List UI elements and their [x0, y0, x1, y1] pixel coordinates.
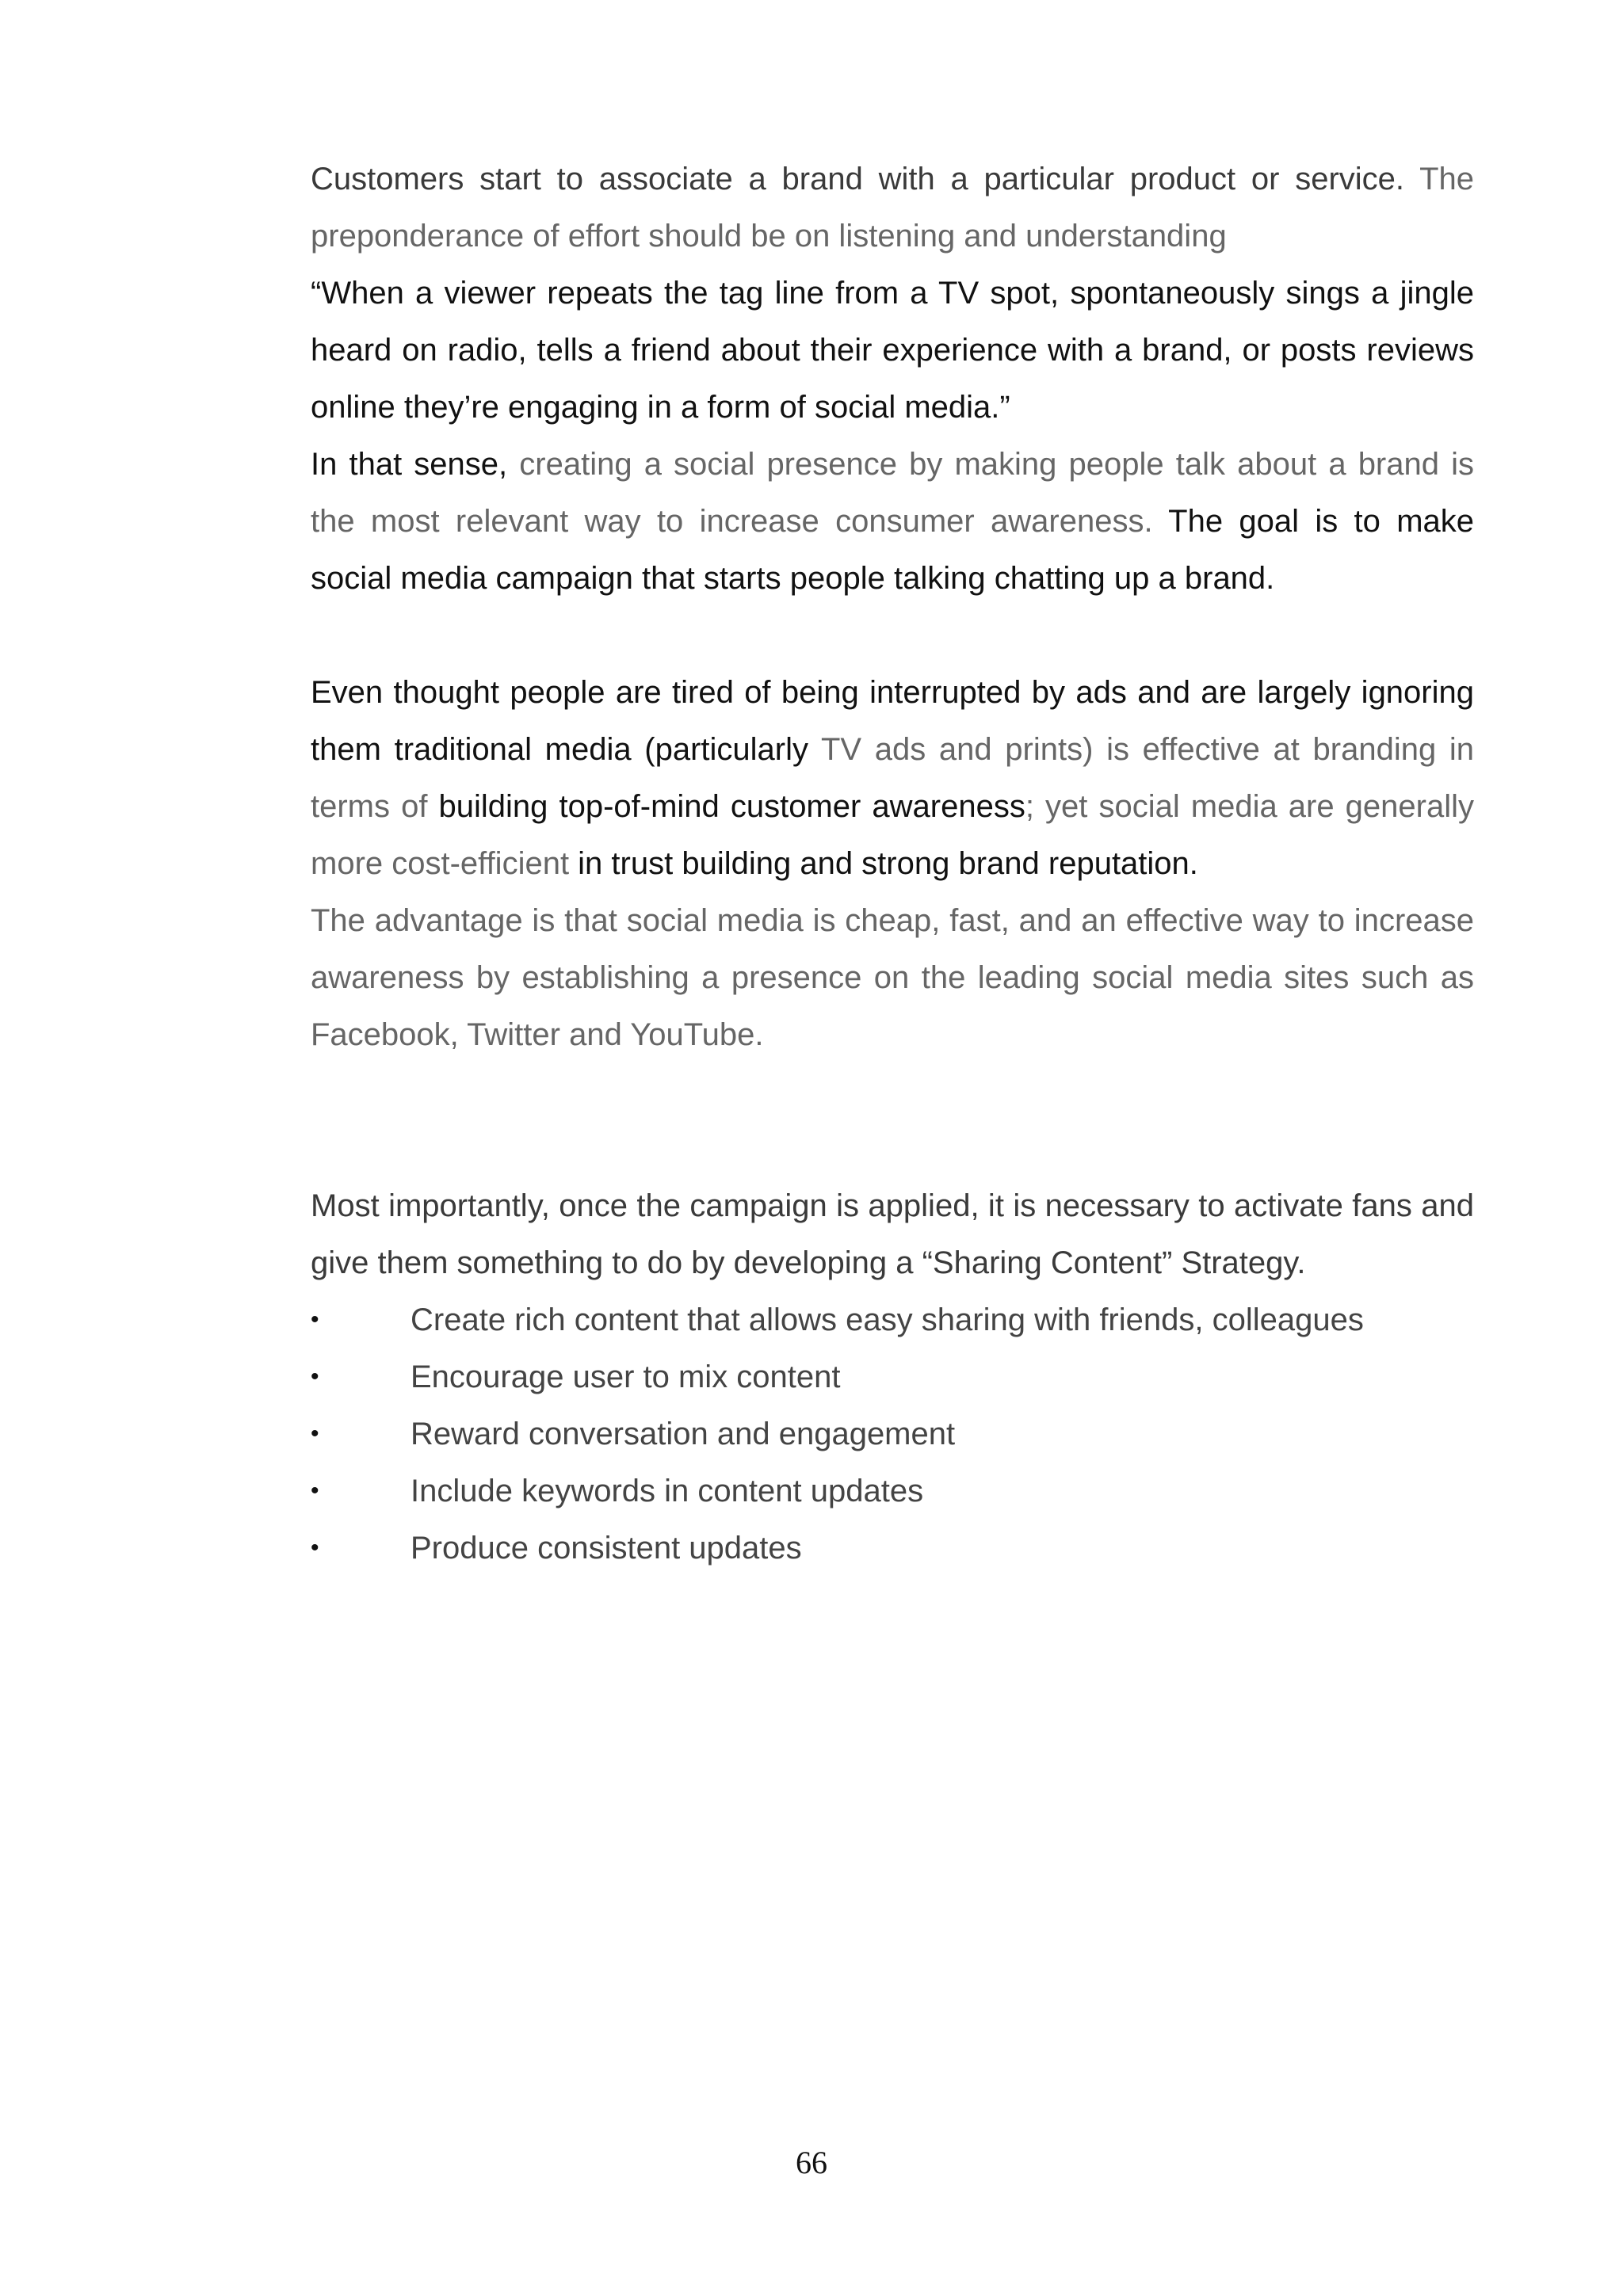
- list-item: [311, 1463, 1474, 1520]
- paragraph-activate-fans: Most importantly, once the campaign is applied, it is necessary to activate fans and give them something to do by developing a “Sharing Content” Strategy.: [311, 1188, 1474, 1280]
- text-segment: TV ads and prints) is effective at branding in terms of: [311, 732, 1475, 824]
- list-item-text: Create rich content that allows easy sharing with friends, colleagues: [411, 1302, 1364, 1337]
- paragraph-traditional-media: [311, 664, 1474, 892]
- text-segment: In that sense,: [311, 447, 520, 482]
- text-segment: Customers start to associate a brand with a particular product or service.: [311, 162, 1405, 196]
- text-segment: The preponderance of effort should be on listening and understanding: [311, 162, 1475, 254]
- text-segment: building top-of-mind customer awareness: [438, 789, 1025, 824]
- bullet-icon: •: [311, 1535, 319, 1561]
- bullet-icon: •: [311, 1306, 319, 1333]
- bullet-icon: •: [311, 1421, 319, 1447]
- paragraph-spacer: [311, 607, 1474, 664]
- paragraph-spacer: [311, 1063, 1474, 1177]
- text-segment: creating a social presence by making people talk about a brand is the most relevant way to increase consumer awareness.: [311, 447, 1474, 539]
- bullet-icon: •: [311, 1363, 319, 1390]
- paragraph-advantage: The advantage is that social media is cheap, fast, and an effective way to increase awareness by establishing a presence on the leading social media sites such as Facebook, Twitter and YouTube.: [311, 903, 1474, 1052]
- paragraph-quote: “When a viewer repeats the tag line from a TV spot, spontaneously sings a jingle heard on radio, tells a friend about their experience with a brand, or posts reviews online they’re engaging in a form of social media.”: [311, 276, 1474, 425]
- bullet-icon: •: [311, 1478, 319, 1504]
- list-item-text: Encourage user to mix content: [411, 1360, 841, 1394]
- paragraph-social-presence: [311, 436, 1474, 607]
- page-number: 66: [796, 2145, 827, 2180]
- list-item: [311, 1291, 1474, 1348]
- paragraph-brand-association: [311, 151, 1474, 265]
- list-item-text: Reward conversation and engagement: [411, 1417, 956, 1451]
- list-item-text: Produce consistent updates: [411, 1531, 802, 1566]
- text-segment: in trust building and strong brand reputation.: [578, 846, 1198, 881]
- list-item: [311, 1348, 1474, 1405]
- text-segment: The goal is to make social media campaign that starts people talking chatting up a brand.: [311, 504, 1475, 596]
- page-content: [311, 151, 1474, 1577]
- list-item: [311, 1520, 1474, 1577]
- strategy-bullet-list: [311, 1291, 1474, 1577]
- text-segment: ; yet social media are generally more cost-efficient: [311, 789, 1475, 881]
- text-segment: Even thought people are tired of being interrupted by ads and are largely ignoring them traditional media (particularly: [311, 675, 1474, 767]
- list-item: [311, 1405, 1474, 1463]
- list-item-text: Include keywords in content updates: [411, 1474, 924, 1508]
